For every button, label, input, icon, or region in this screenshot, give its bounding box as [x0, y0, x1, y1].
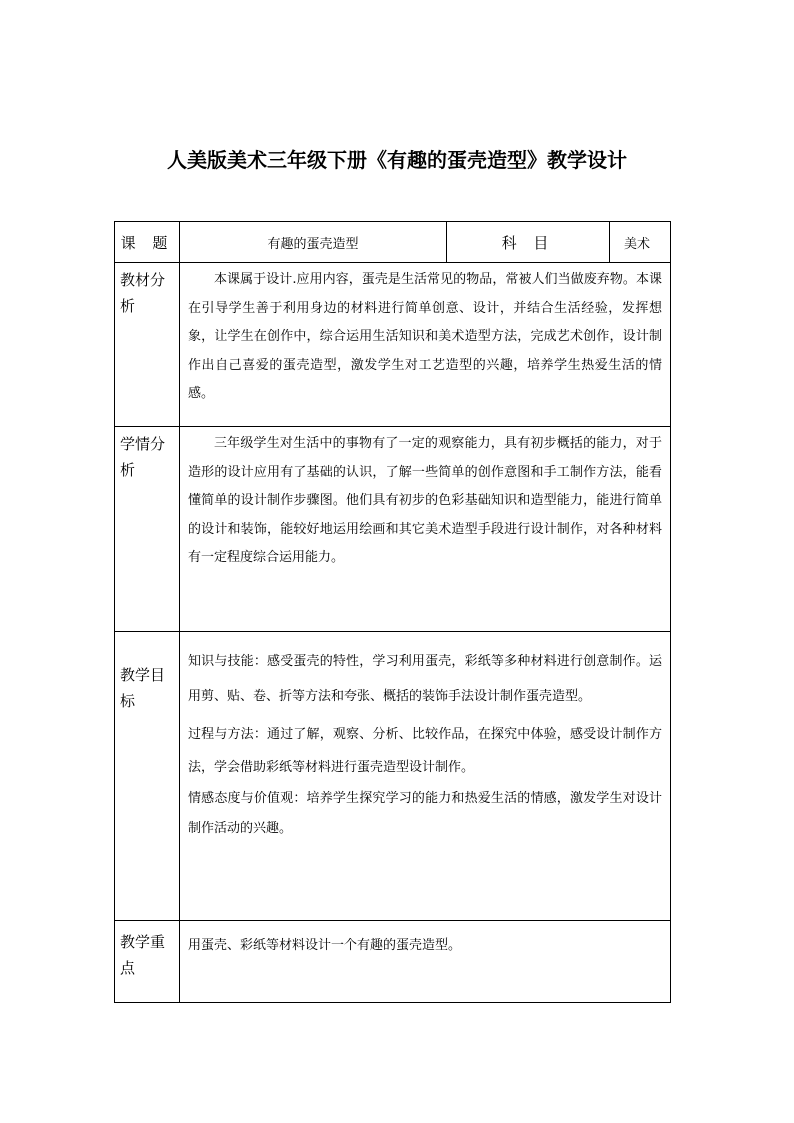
- teaching-goals-row: [115, 632, 671, 921]
- goal-knowledge-text: 知识与技能：感受蛋壳的特性，学习利用蛋壳，彩纸等多种材料进行创意制作。运用剪、贴、卷、折等方法和夸张、概括的装饰手法设计制作蛋壳造型。: [188, 654, 662, 704]
- header-row: [115, 222, 671, 263]
- key-points-cell: [180, 921, 671, 1003]
- material-analysis-cell: [180, 263, 671, 427]
- goal-process-text: 过程与方法：通过了解，观察、分析、比较作品，在探究中体验，感受设计制作方法，学会借助彩纸等材料进行蛋壳造型设计制作。: [188, 727, 662, 775]
- subject-value: 美术: [610, 222, 671, 263]
- teaching-goals-label: 教学目标: [115, 632, 180, 921]
- subject-label: 科 目: [447, 222, 610, 263]
- lesson-plan-table: [114, 221, 671, 1003]
- material-analysis-text: 本课属于设计.应用内容，蛋壳是生活常见的物品，常被人们当做废弃物。本课在引导学生善于利用身边的材料进行简单创意、设计，并结合生活经验，发挥想象，让学生在创作中，综合运用生活知识和美术造型方法，完成艺术创作，设计制作出自己喜爱的蛋壳造型，激发学生对工艺造型的兴趣，培养学生热爱生活的情感。: [188, 272, 662, 401]
- topic-label: 课 题: [115, 222, 180, 263]
- student-analysis-cell: [180, 427, 671, 632]
- student-analysis-text: 三年级学生对生活中的事物有了一定的观察能力，具有初步概括的能力，对于造形的设计应用有了基础的认识，了解一些简单的创作意图和手工制作方法，能看懂简单的设计制作步骤图。他们具有初步的色彩基础知识和造型能力，能进行简单的设计和装饰，能较好地运用绘画和其它美术造型手段进行设计制作，对各种材料有一定程度综合运用能力。: [188, 436, 662, 565]
- teaching-goals-cell: [180, 632, 671, 921]
- student-analysis-row: [115, 427, 671, 632]
- material-analysis-label: 教材分析: [115, 263, 180, 427]
- key-points-text: 用蛋壳、彩纸等材料设计一个有趣的蛋壳造型。: [188, 938, 462, 953]
- goal-emotion-text: 情感态度与价值观：培养学生探究学习的能力和热爱生活的情感，激发学生对设计制作活动的兴趣。: [188, 791, 662, 836]
- topic-value: 有趣的蛋壳造型: [180, 222, 447, 263]
- key-points-label: 教学重点: [115, 921, 180, 1003]
- document-title: 人美版美术三年级下册《有趣的蛋壳造型》教学设计: [167, 148, 627, 172]
- key-points-row: [115, 921, 671, 1003]
- material-analysis-row: [115, 263, 671, 427]
- student-analysis-label: 学情分析: [115, 427, 180, 632]
